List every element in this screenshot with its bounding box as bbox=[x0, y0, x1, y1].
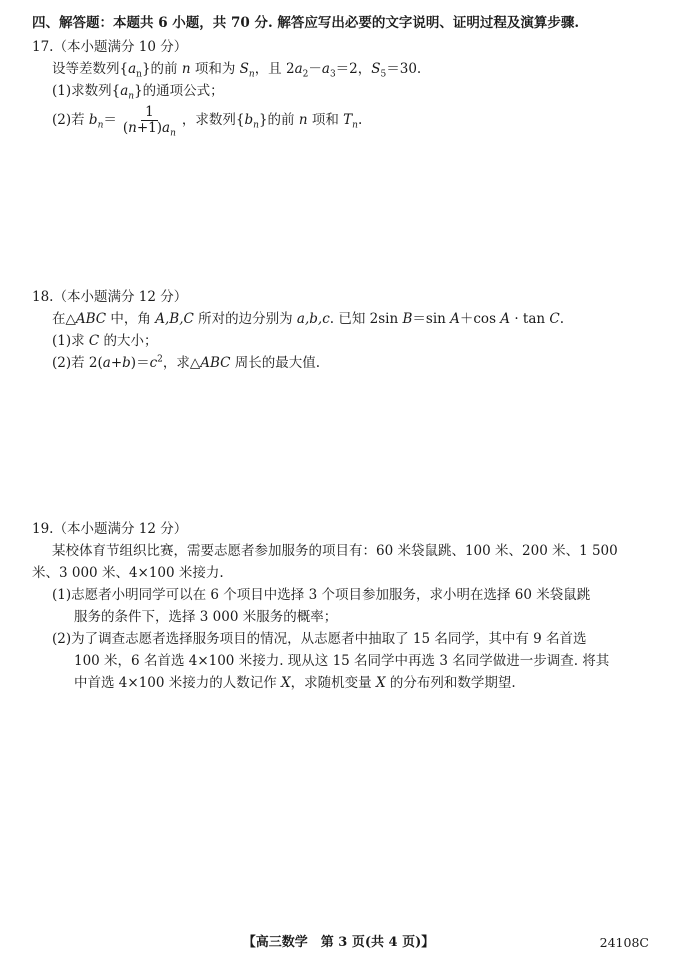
fraction: $\frac{1}{(n+1)a_n}$ bbox=[122, 104, 176, 139]
problem-18-question-2: (2)若 $2(a+b)=c^2$，求△ABC 周长的最大值. bbox=[52, 354, 321, 371]
problem-17-stem: 设等差数列$\{a_n\}$的前 n 项和为 $S_n$，且 $2a_2-a_3=2$，$S_5=30$. bbox=[52, 61, 422, 80]
problem-18-stem: 在△ABC 中，角 A,B,C 所对的边分别为 a,b,c. 已知 2sin B＝sin A＋cos A · tan C. bbox=[52, 311, 565, 327]
footer-exam-code: 24108C bbox=[599, 935, 649, 950]
problem-19-question-1-line-1: (1)志愿者小明同学可以在 6 个项目中选择 3 个项目参加服务，求小明在选择 60 米袋鼠跳 bbox=[52, 587, 591, 603]
problem-19-number: 19.（本小题满分 12 分） bbox=[32, 521, 188, 537]
problem-18 bbox=[32, 286, 652, 374]
footer-page-label: 【高三数学 第 3 页(共 4 页)】 bbox=[242, 935, 435, 950]
problem-18-question-1: (1)求 C 的大小； bbox=[52, 333, 158, 349]
problem-19-question-2-line-3: 中首选 4×100 米接力的人数记作 X，求随机变量 X 的分布列和数学期望. bbox=[74, 675, 516, 691]
problem-19 bbox=[32, 518, 652, 694]
problem-19-stem-line-2: 米、3 000 米、4×100 米接力. bbox=[32, 565, 224, 581]
page-footer bbox=[0, 934, 677, 952]
problem-17 bbox=[32, 36, 652, 138]
problem-17-number: 17.（本小题满分 10 分） bbox=[32, 39, 188, 55]
problem-19-stem-line-1: 某校体育节组织比赛，需要志愿者参加服务的项目有：60 米袋鼠跳、100 米、200 米、1 500 bbox=[52, 543, 618, 559]
problem-17-question-2: (2)若 $b_n=$ $\frac{1}{(n+1)a_n}$ ，求数列$\{b_n\}$的前 n 项和 $T_n$. bbox=[52, 104, 363, 139]
problem-17-question-1: (1)求数列$\{a_n\}$的通项公式； bbox=[52, 83, 224, 102]
problem-19-question-2-line-1: (2)为了调查志愿者选择服务项目的情况，从志愿者中抽取了 15 名同学，其中有 9 名首选 bbox=[52, 631, 587, 647]
problem-18-number: 18.（本小题满分 12 分） bbox=[32, 289, 188, 305]
section-header: 四、解答题：本题共 6 小题，共 70 分. 解答应写出必要的文字说明、证明过程及演算步骤. bbox=[32, 15, 580, 31]
problem-19-question-2-line-2: 100 米，6 名首选 4×100 米接力. 现从这 15 名同学中再选 3 名同学做进一步调查. 将其 bbox=[74, 653, 610, 669]
problem-19-question-1-line-2: 服务的条件下，选择 3 000 米服务的概率； bbox=[74, 609, 338, 625]
